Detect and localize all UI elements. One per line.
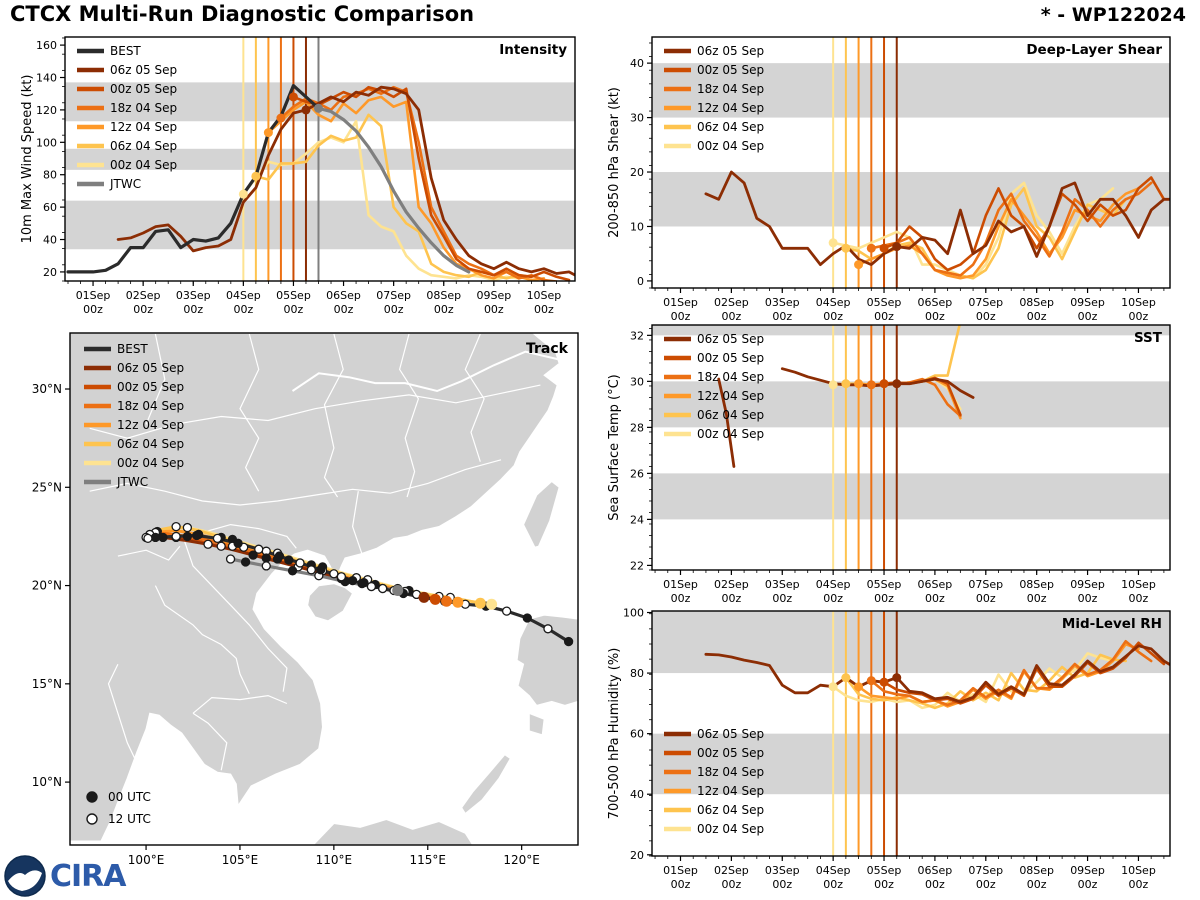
svg-text:00z: 00z (874, 310, 894, 322)
svg-text:00z: 00z (772, 878, 793, 891)
legend-label: 12z 04 Sep (697, 389, 765, 403)
marker-12utc (337, 573, 345, 581)
svg-text:00z: 00z (975, 310, 996, 322)
legend-label: 18z 04 Sep (697, 765, 765, 779)
legend-label: BEST (117, 342, 148, 356)
svg-text:07Sep: 07Sep (968, 864, 1004, 877)
marker-12utc (204, 540, 212, 548)
marker-00utc (523, 614, 531, 622)
svg-text:0: 0 (637, 274, 644, 288)
svg-text:00z: 00z (874, 592, 894, 605)
svg-text:100: 100 (623, 606, 644, 620)
intensity-chart (0, 28, 600, 328)
svg-text:20: 20 (630, 166, 644, 180)
legend-label: 00z 04 Sep (110, 158, 178, 172)
rh-chart (600, 604, 1200, 900)
band (65, 201, 575, 250)
marker-12utc (296, 559, 304, 567)
init-dot (829, 380, 838, 389)
init-dot (892, 673, 901, 682)
svg-text:02Sep: 02Sep (125, 289, 161, 302)
init-dot (251, 172, 260, 181)
footer-logos (4, 854, 164, 898)
marker-12utc (213, 534, 221, 542)
track-panel (0, 328, 600, 892)
track-init-dot (430, 594, 441, 605)
svg-text:32: 32 (630, 329, 644, 343)
legend-label: 00z 05 Sep (110, 82, 178, 96)
svg-text:00z: 00z (721, 310, 742, 322)
svg-text:05Sep: 05Sep (866, 864, 902, 877)
marker-00utc (183, 532, 191, 540)
legend-label: 06z 04 Sep (697, 803, 765, 817)
marker-12utc (172, 532, 180, 540)
svg-text:30: 30 (630, 375, 644, 389)
svg-text:00z: 00z (1128, 592, 1149, 605)
svg-text:700-500 hPa Humidity (%): 700-500 hPa Humidity (%) (607, 647, 622, 820)
svg-text:00z: 00z (233, 303, 254, 316)
legend-label: 18z 04 Sep (697, 370, 765, 384)
svg-text:30: 30 (630, 111, 644, 125)
svg-text:04Sep: 04Sep (815, 864, 851, 877)
svg-text:00z: 00z (383, 303, 404, 316)
svg-text:30°N: 30°N (31, 382, 62, 397)
svg-text:00z: 00z (283, 303, 304, 316)
svg-text:80: 80 (43, 168, 57, 182)
marker-legend-label: 00 UTC (108, 790, 151, 804)
svg-text:10m Max Wind Speed (kt): 10m Max Wind Speed (kt) (20, 74, 35, 244)
sst-panel (600, 320, 1200, 610)
svg-text:00z: 00z (670, 878, 691, 891)
svg-text:26: 26 (630, 467, 644, 481)
svg-text:00z: 00z (333, 303, 354, 316)
marker-00utc (349, 577, 357, 585)
svg-text:00z: 00z (772, 310, 793, 322)
marker-12utc (330, 570, 338, 578)
marker-00utc (151, 533, 159, 541)
init-dot (880, 379, 889, 388)
svg-text:40: 40 (43, 233, 57, 247)
svg-text:25°N: 25°N (31, 480, 62, 495)
svg-text:100: 100 (36, 136, 57, 150)
svg-text:00z: 00z (1077, 310, 1098, 322)
init-dot (239, 190, 248, 199)
svg-text:05Sep: 05Sep (866, 296, 902, 309)
init-dot (301, 105, 310, 114)
svg-text:120: 120 (36, 103, 57, 117)
svg-text:00z: 00z (183, 303, 204, 316)
svg-text:04Sep: 04Sep (225, 289, 261, 302)
legend-label: 00z 04 Sep (117, 456, 185, 470)
svg-text:40: 40 (630, 788, 644, 802)
svg-text:00z: 00z (1026, 878, 1047, 891)
track-init-dot (486, 599, 497, 610)
track-init-dot (419, 592, 430, 603)
svg-text:100°E: 100°E (127, 853, 165, 867)
legend-label: 18z 04 Sep (117, 399, 185, 413)
marker-12utc (379, 585, 387, 593)
noaa-logo (4, 855, 46, 897)
init-dot (314, 104, 323, 113)
svg-text:00z: 00z (721, 878, 742, 891)
page-title: CTCX Multi-Run Diagnostic Comparison (10, 2, 475, 26)
svg-text:01Sep: 01Sep (663, 578, 698, 591)
legend-label: 00z 04 Sep (697, 427, 765, 441)
init-dot (880, 678, 889, 687)
svg-text:120°E: 120°E (503, 853, 540, 867)
legend-label: 06z 05 Sep (697, 332, 765, 346)
init-dot (841, 673, 850, 682)
track-init-dot (441, 596, 452, 607)
svg-text:140: 140 (36, 71, 57, 85)
svg-text:03Sep: 03Sep (175, 289, 211, 302)
band (652, 473, 1170, 519)
shear-panel (600, 28, 1200, 326)
cira-logo: CIRA (50, 858, 126, 894)
panel-corner-label: Mid-Level RH (1061, 616, 1162, 632)
marker-12utc (172, 523, 180, 531)
legend-label: 12z 04 Sep (117, 418, 185, 432)
legend-label: 00z 04 Sep (697, 822, 765, 836)
init-dot (289, 92, 298, 101)
svg-text:00z: 00z (823, 878, 844, 891)
legend-label: 06z 05 Sep (110, 63, 178, 77)
svg-text:00z: 00z (925, 310, 945, 322)
marker-00utc (262, 554, 270, 562)
svg-text:10Sep: 10Sep (1121, 578, 1156, 591)
svg-text:105°E: 105°E (221, 853, 259, 867)
init-dot (854, 379, 863, 388)
svg-text:160: 160 (36, 39, 57, 53)
legend-label: 18z 04 Sep (697, 82, 765, 96)
svg-text:00z: 00z (925, 592, 945, 605)
svg-text:00z: 00z (1077, 878, 1098, 891)
svg-text:10°N: 10°N (31, 775, 62, 790)
svg-text:00z: 00z (534, 303, 554, 316)
svg-text:60: 60 (630, 727, 644, 741)
init-dot (264, 128, 273, 137)
marker-legend-filled (87, 792, 97, 802)
svg-text:24: 24 (630, 513, 644, 527)
svg-text:00z: 00z (670, 592, 691, 605)
track-init-dot (452, 597, 463, 608)
marker-00utc (275, 552, 283, 560)
svg-text:00z: 00z (1026, 310, 1047, 322)
marker-12utc (367, 583, 375, 591)
marker-12utc (227, 555, 235, 563)
panel-corner-label: Track (526, 341, 568, 357)
legend-label: 06z 04 Sep (697, 120, 765, 134)
marker-legend-label: 12 UTC (108, 812, 151, 826)
svg-text:09Sep: 09Sep (476, 289, 512, 302)
svg-text:110°E: 110°E (315, 853, 353, 867)
svg-text:00z: 00z (670, 310, 691, 322)
init-dot (841, 244, 850, 253)
svg-text:00z: 00z (975, 592, 996, 605)
rh-panel (600, 604, 1200, 900)
marker-00utc (159, 533, 167, 541)
svg-text:20: 20 (630, 848, 644, 862)
svg-text:08Sep: 08Sep (1019, 578, 1055, 591)
svg-text:02Sep: 02Sep (714, 864, 749, 877)
svg-text:200-850 hPa Shear (kt): 200-850 hPa Shear (kt) (607, 87, 622, 238)
svg-text:03Sep: 03Sep (764, 578, 800, 591)
svg-text:28: 28 (630, 421, 644, 435)
svg-text:20°N: 20°N (31, 578, 62, 593)
marker-00utc (358, 580, 366, 588)
svg-text:00z: 00z (925, 878, 945, 891)
svg-text:09Sep: 09Sep (1070, 864, 1105, 877)
svg-text:09Sep: 09Sep (1070, 578, 1105, 591)
legend-label: 06z 04 Sep (697, 408, 765, 422)
svg-text:10Sep: 10Sep (526, 289, 562, 302)
svg-text:115°E: 115°E (409, 853, 447, 867)
svg-text:07Sep: 07Sep (968, 296, 1004, 309)
marker-12utc (144, 534, 152, 542)
svg-text:60: 60 (43, 201, 57, 215)
legend-label: 06z 05 Sep (697, 727, 765, 741)
svg-text:10Sep: 10Sep (1121, 864, 1156, 877)
svg-text:00z: 00z (1128, 878, 1149, 891)
svg-text:00z: 00z (1026, 592, 1047, 605)
marker-00utc (289, 567, 297, 575)
intensity-panel (0, 28, 600, 332)
svg-text:06Sep: 06Sep (917, 578, 953, 591)
marker-legend-open (87, 814, 97, 824)
legend-label: 06z 04 Sep (117, 437, 185, 451)
svg-text:10Sep: 10Sep (1121, 296, 1156, 309)
marker-00utc (193, 531, 201, 539)
svg-text:05Sep: 05Sep (276, 289, 311, 302)
init-dot (854, 682, 863, 691)
track-init-dot (475, 598, 486, 609)
svg-text:00z: 00z (133, 303, 154, 316)
svg-text:00z: 00z (433, 303, 454, 316)
track-map (0, 328, 600, 888)
svg-text:80: 80 (630, 667, 644, 681)
marker-12utc (262, 562, 270, 570)
svg-text:20: 20 (43, 265, 57, 279)
legend-label: 06z 05 Sep (697, 44, 765, 58)
marker-12utc (255, 545, 263, 553)
marker-12utc (217, 542, 225, 550)
init-dot (867, 380, 876, 389)
svg-text:40: 40 (630, 57, 644, 71)
svg-text:07Sep: 07Sep (376, 289, 412, 302)
svg-text:01Sep: 01Sep (663, 296, 698, 309)
legend-label: JTWC (117, 475, 149, 489)
marker-12utc (307, 566, 315, 574)
svg-text:02Sep: 02Sep (714, 578, 749, 591)
legend-label: 12z 04 Sep (110, 120, 178, 134)
svg-text:00z: 00z (772, 592, 793, 605)
svg-text:03Sep: 03Sep (764, 296, 800, 309)
marker-00utc (317, 566, 325, 574)
legend-label: 18z 04 Sep (110, 101, 178, 115)
legend-label: 00z 05 Sep (697, 63, 765, 77)
svg-text:09Sep: 09Sep (1070, 296, 1105, 309)
svg-text:10: 10 (630, 220, 644, 234)
svg-text:00z: 00z (1077, 592, 1098, 605)
marker-12utc (544, 625, 552, 633)
init-dot (829, 682, 838, 691)
svg-text:04Sep: 04Sep (815, 296, 851, 309)
svg-text:08Sep: 08Sep (426, 289, 462, 302)
panel-corner-label: Intensity (499, 42, 567, 58)
svg-text:03Sep: 03Sep (764, 864, 800, 877)
legend-label: 00z 05 Sep (117, 380, 185, 394)
panel-corner-label: SST (1133, 330, 1162, 346)
svg-text:00z: 00z (721, 592, 742, 605)
init-dot (829, 238, 838, 247)
svg-text:02Sep: 02Sep (714, 296, 749, 309)
svg-text:05Sep: 05Sep (866, 578, 902, 591)
svg-text:08Sep: 08Sep (1019, 864, 1055, 877)
marker-12utc (503, 607, 511, 615)
init-dot (880, 244, 889, 253)
legend-label: 06z 04 Sep (110, 139, 178, 153)
init-dot (892, 379, 901, 388)
svg-text:07Sep: 07Sep (968, 578, 1004, 591)
svg-text:00z: 00z (483, 303, 504, 316)
init-dot (276, 114, 285, 123)
svg-text:04Sep: 04Sep (815, 578, 851, 591)
svg-text:08Sep: 08Sep (1019, 296, 1055, 309)
legend-label: 00z 05 Sep (697, 746, 765, 760)
svg-text:06Sep: 06Sep (917, 296, 953, 309)
svg-text:22: 22 (630, 559, 644, 573)
svg-text:06Sep: 06Sep (326, 289, 361, 302)
svg-text:00z: 00z (83, 303, 103, 316)
init-dot (867, 676, 876, 685)
init-dot (867, 244, 876, 253)
track-init-dot (392, 585, 403, 596)
svg-text:00z: 00z (874, 878, 894, 891)
init-dot (841, 379, 850, 388)
svg-text:00z: 00z (823, 592, 844, 605)
legend-label: 00z 05 Sep (697, 351, 765, 365)
svg-text:15°N: 15°N (31, 676, 62, 691)
legend-label: 06z 05 Sep (117, 361, 185, 375)
marker-00utc (234, 539, 242, 547)
init-dot (854, 260, 863, 269)
panel-corner-label: Deep-Layer Shear (1026, 42, 1162, 58)
marker-00utc (285, 556, 293, 564)
legend-label: 12z 04 Sep (697, 101, 765, 115)
storm-id-label: * - WP122024 (1040, 4, 1186, 26)
svg-text:00z: 00z (975, 878, 996, 891)
svg-text:00z: 00z (823, 310, 844, 322)
svg-text:06Sep: 06Sep (917, 864, 953, 877)
legend-label: JTWC (110, 177, 142, 191)
legend-label: BEST (110, 44, 141, 58)
marker-00utc (242, 558, 250, 566)
svg-text:00z: 00z (1128, 310, 1149, 322)
legend-label: 00z 04 Sep (697, 139, 765, 153)
sst-chart (600, 320, 1200, 606)
marker-00utc (565, 638, 573, 646)
marker-12utc (183, 524, 191, 532)
init-dot (892, 242, 901, 251)
svg-text:Sea Surface Temp (°C): Sea Surface Temp (°C) (607, 374, 622, 521)
svg-text:01Sep: 01Sep (75, 289, 111, 302)
svg-text:01Sep: 01Sep (663, 864, 698, 877)
legend-label: 12z 04 Sep (697, 784, 765, 798)
shear-chart (600, 28, 1200, 322)
